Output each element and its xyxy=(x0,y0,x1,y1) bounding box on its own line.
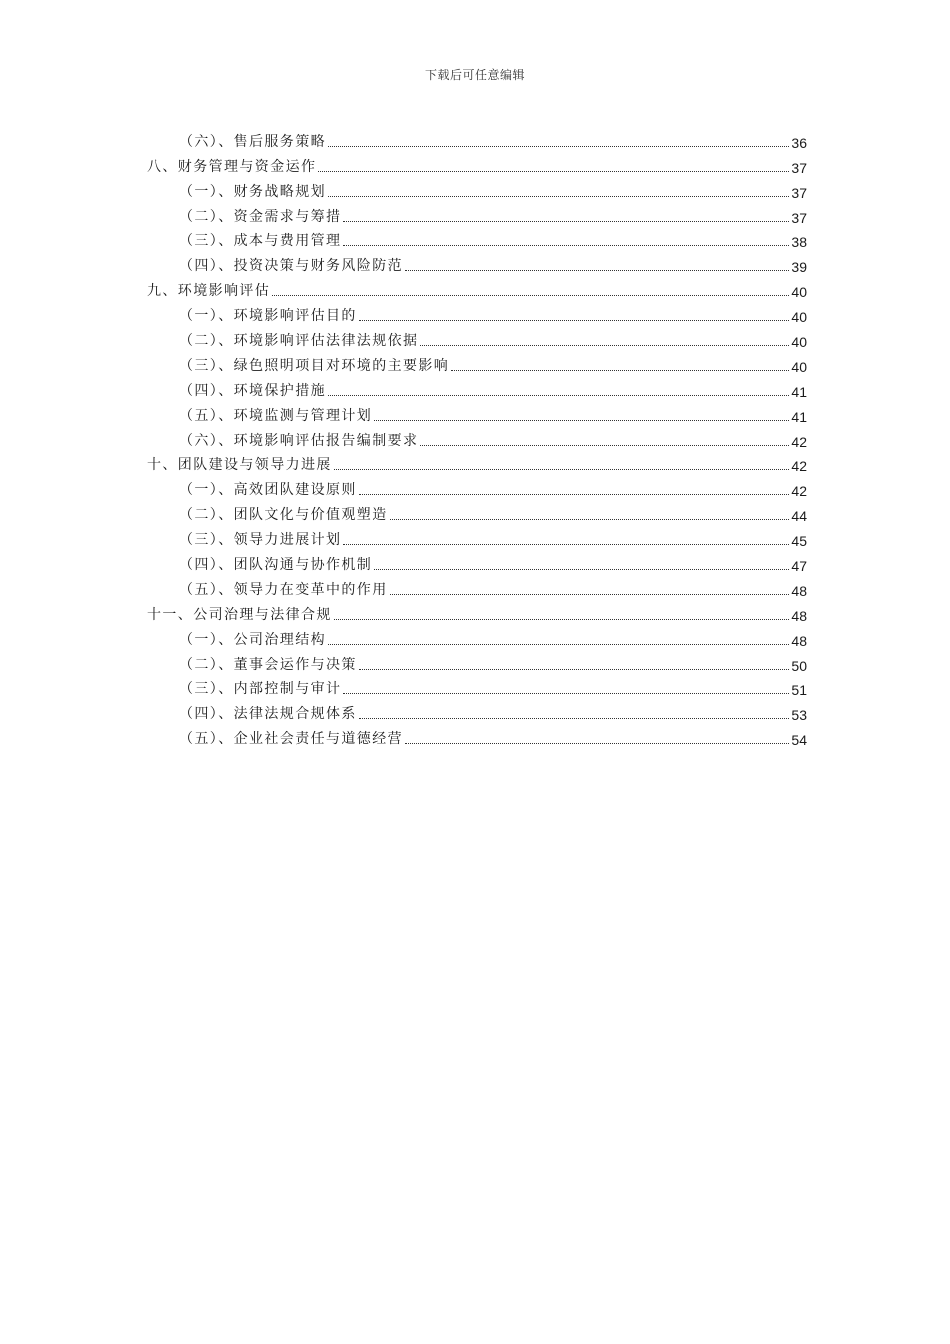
toc-entry[interactable] xyxy=(147,674,807,699)
toc-dot-leader xyxy=(374,420,789,421)
toc-entry[interactable] xyxy=(147,450,807,475)
page-header: 下载后可任意编辑 xyxy=(424,68,525,82)
toc-entry[interactable] xyxy=(147,325,807,350)
toc-entry[interactable] xyxy=(147,499,807,524)
toc-dot-leader xyxy=(328,644,789,645)
toc-entry[interactable] xyxy=(147,275,807,300)
toc-entry-title: （一）、高效团队建设原则 xyxy=(179,482,357,499)
toc-entry-title: （二）、环境影响评估法律法规依据 xyxy=(179,333,419,350)
toc-entry-page-number: 44 xyxy=(791,508,807,525)
toc-dot-leader xyxy=(328,146,789,147)
toc-entry-title: （五）、环境监测与管理计划 xyxy=(179,407,373,424)
toc-entry-page-number: 40 xyxy=(791,284,807,301)
toc-entry-page-number: 42 xyxy=(791,483,807,500)
toc-entry[interactable] xyxy=(147,151,807,176)
toc-dot-leader xyxy=(334,469,790,470)
toc-dot-leader xyxy=(359,669,790,670)
toc-entry[interactable] xyxy=(147,250,807,275)
toc-entry-page-number: 45 xyxy=(791,533,807,550)
toc-entry[interactable] xyxy=(147,176,807,201)
toc-entry-title: 十、团队建设与领导力进展 xyxy=(147,457,332,474)
toc-entry[interactable] xyxy=(147,649,807,674)
table-of-contents xyxy=(147,126,807,748)
toc-entry-title: （四）、投资决策与财务风险防范 xyxy=(179,258,403,275)
toc-entry[interactable] xyxy=(147,126,807,151)
toc-dot-leader xyxy=(272,295,789,296)
toc-dot-leader xyxy=(359,320,790,321)
toc-entry[interactable] xyxy=(147,574,807,599)
toc-entry[interactable] xyxy=(147,375,807,400)
toc-entry-page-number: 41 xyxy=(791,408,807,425)
toc-dot-leader xyxy=(334,619,790,620)
toc-entry-page-number: 48 xyxy=(791,632,807,649)
toc-entry-title: （六）、售后服务策略 xyxy=(179,133,326,150)
toc-dot-leader xyxy=(405,270,789,271)
toc-entry-title: （一）、公司治理结构 xyxy=(179,631,326,648)
toc-dot-leader xyxy=(420,445,789,446)
toc-entry-title: 九、环境影响评估 xyxy=(147,283,271,300)
toc-entry-page-number: 38 xyxy=(791,234,807,251)
toc-dot-leader xyxy=(374,569,789,570)
toc-entry-title: （二）、资金需求与筹措 xyxy=(179,208,342,225)
toc-entry[interactable] xyxy=(147,524,807,549)
toc-dot-leader xyxy=(359,494,790,495)
toc-entry[interactable] xyxy=(147,723,807,748)
toc-entry-page-number: 50 xyxy=(791,657,807,674)
toc-entry-title: （二）、团队文化与价值观塑造 xyxy=(179,507,388,524)
toc-entry-page-number: 40 xyxy=(791,309,807,326)
toc-dot-leader xyxy=(390,594,790,595)
toc-dot-leader xyxy=(343,221,789,222)
toc-entry[interactable] xyxy=(147,425,807,450)
toc-entry[interactable] xyxy=(147,226,807,251)
toc-entry-title: （三）、内部控制与审计 xyxy=(179,681,342,698)
toc-entry-title: （二）、董事会运作与决策 xyxy=(179,656,357,673)
toc-entry-page-number: 37 xyxy=(791,159,807,176)
toc-dot-leader xyxy=(343,693,789,694)
toc-dot-leader xyxy=(328,395,789,396)
toc-entry-title: （一）、环境影响评估目的 xyxy=(179,308,357,325)
toc-entry-page-number: 47 xyxy=(791,558,807,575)
toc-entry-page-number: 40 xyxy=(791,334,807,351)
toc-dot-leader xyxy=(343,544,789,545)
toc-entry-page-number: 42 xyxy=(791,458,807,475)
toc-dot-leader xyxy=(405,743,789,744)
toc-entry-page-number: 51 xyxy=(791,682,807,699)
toc-entry[interactable] xyxy=(147,698,807,723)
toc-entry-page-number: 48 xyxy=(791,607,807,624)
toc-entry[interactable] xyxy=(147,599,807,624)
toc-entry[interactable] xyxy=(147,624,807,649)
toc-entry-title: 八、财务管理与资金运作 xyxy=(147,158,317,175)
toc-dot-leader xyxy=(318,171,789,172)
toc-entry-title: （三）、绿色照明项目对环境的主要影响 xyxy=(179,357,450,374)
toc-dot-leader xyxy=(359,718,790,719)
toc-entry-page-number: 53 xyxy=(791,707,807,724)
toc-entry-title: （三）、领导力进展计划 xyxy=(179,532,342,549)
toc-entry[interactable] xyxy=(147,474,807,499)
toc-dot-leader xyxy=(343,245,789,246)
toc-entry[interactable] xyxy=(147,400,807,425)
toc-entry-title: （一）、财务战略规划 xyxy=(179,183,326,200)
toc-dot-leader xyxy=(420,345,789,346)
toc-entry[interactable] xyxy=(147,549,807,574)
toc-entry[interactable] xyxy=(147,300,807,325)
toc-entry-page-number: 36 xyxy=(791,134,807,151)
toc-entry-page-number: 42 xyxy=(791,433,807,450)
toc-entry-title: （五）、领导力在变革中的作用 xyxy=(179,581,388,598)
toc-entry-title: （五）、企业社会责任与道德经营 xyxy=(179,731,403,748)
toc-entry-page-number: 37 xyxy=(791,184,807,201)
toc-entry-page-number: 48 xyxy=(791,582,807,599)
toc-entry-title: （四）、法律法规合规体系 xyxy=(179,706,357,723)
toc-entry-page-number: 41 xyxy=(791,383,807,400)
toc-entry[interactable] xyxy=(147,201,807,226)
toc-entry-page-number: 37 xyxy=(791,209,807,226)
toc-entry-title: （四）、环境保护措施 xyxy=(179,382,326,399)
toc-entry-title: （六）、环境影响评估报告编制要求 xyxy=(179,432,419,449)
toc-entry[interactable] xyxy=(147,350,807,375)
toc-dot-leader xyxy=(390,519,790,520)
toc-entry-page-number: 54 xyxy=(791,732,807,749)
toc-entry-page-number: 39 xyxy=(791,259,807,276)
toc-entry-title: 十一、公司治理与法律合规 xyxy=(147,606,332,623)
toc-entry-page-number: 40 xyxy=(791,358,807,375)
toc-dot-leader xyxy=(451,370,789,371)
toc-entry-title: （四）、团队沟通与协作机制 xyxy=(179,557,373,574)
toc-dot-leader xyxy=(328,196,789,197)
toc-entry-title: （三）、成本与费用管理 xyxy=(179,233,342,250)
